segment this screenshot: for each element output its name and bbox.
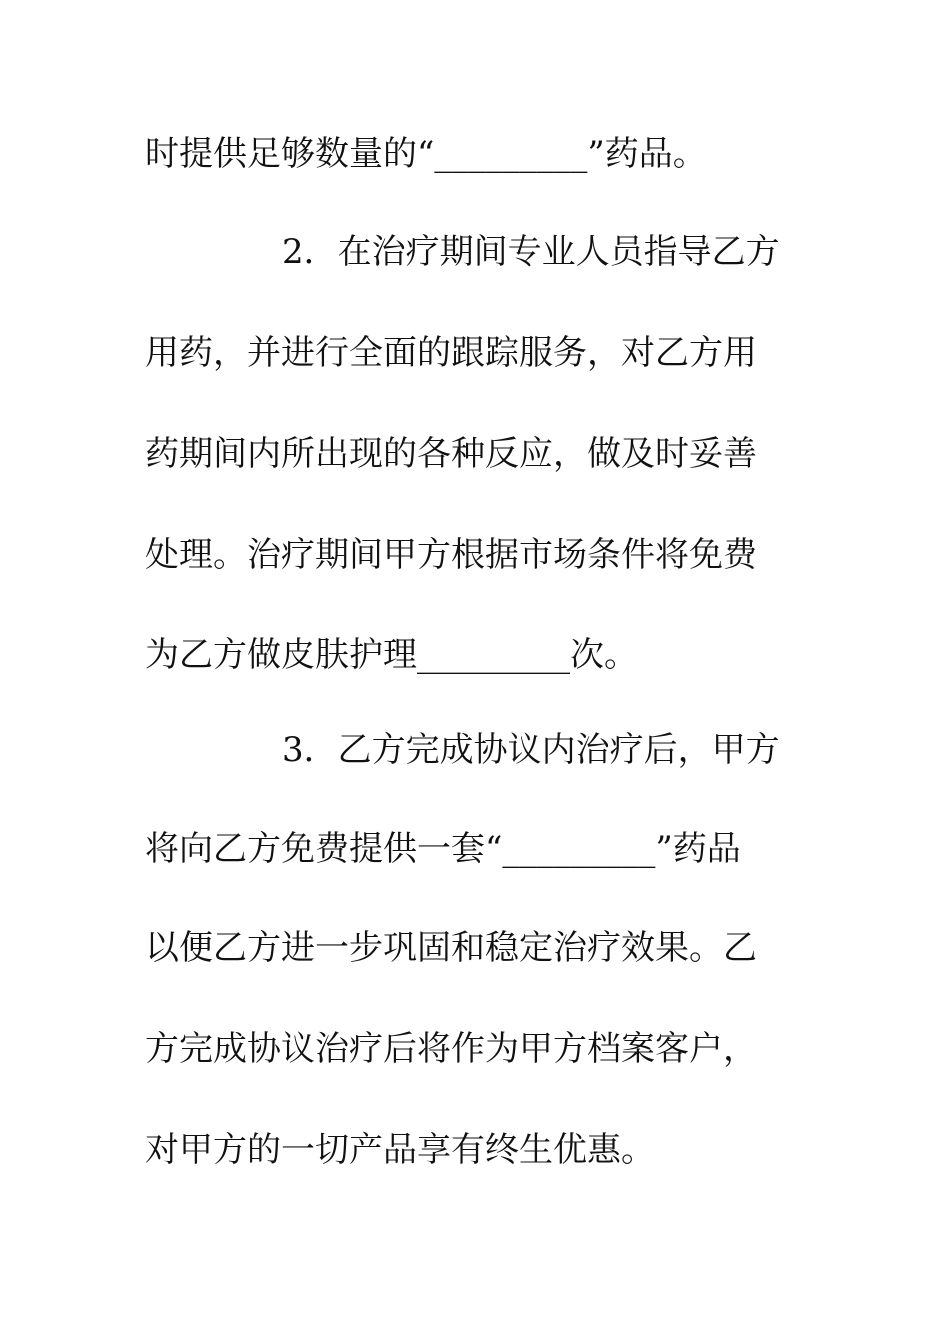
text-line-11: 对甲方的一切产品享有终生优惠。 [145, 1130, 655, 1170]
text-line-3: 用药，并进行全面的跟踪服务，对乙方用 [145, 333, 757, 373]
text-line-2: 2．在治疗期间专业人员指导乙方 [282, 232, 780, 272]
text-line-4: 药期间内所出现的各种反应，做及时妥善 [145, 434, 757, 474]
text-line-6: 为乙方做皮肤护理_________次。 [145, 635, 638, 675]
text-line-1: 时提供足够数量的“_________”药品。 [145, 134, 707, 174]
text-line-9: 以便乙方进一步巩固和稳定治疗效果。乙 [145, 928, 757, 968]
text-line-8: 将向乙方免费提供一套“_________”药品 [145, 829, 741, 869]
text-line-5: 处理。治疗期间甲方根据市场条件将免费 [145, 535, 757, 575]
text-line-7: 3．乙方完成协议内治疗后，甲方 [282, 730, 780, 770]
text-line-10: 方完成协议治疗后将作为甲方档案客户， [145, 1029, 757, 1069]
